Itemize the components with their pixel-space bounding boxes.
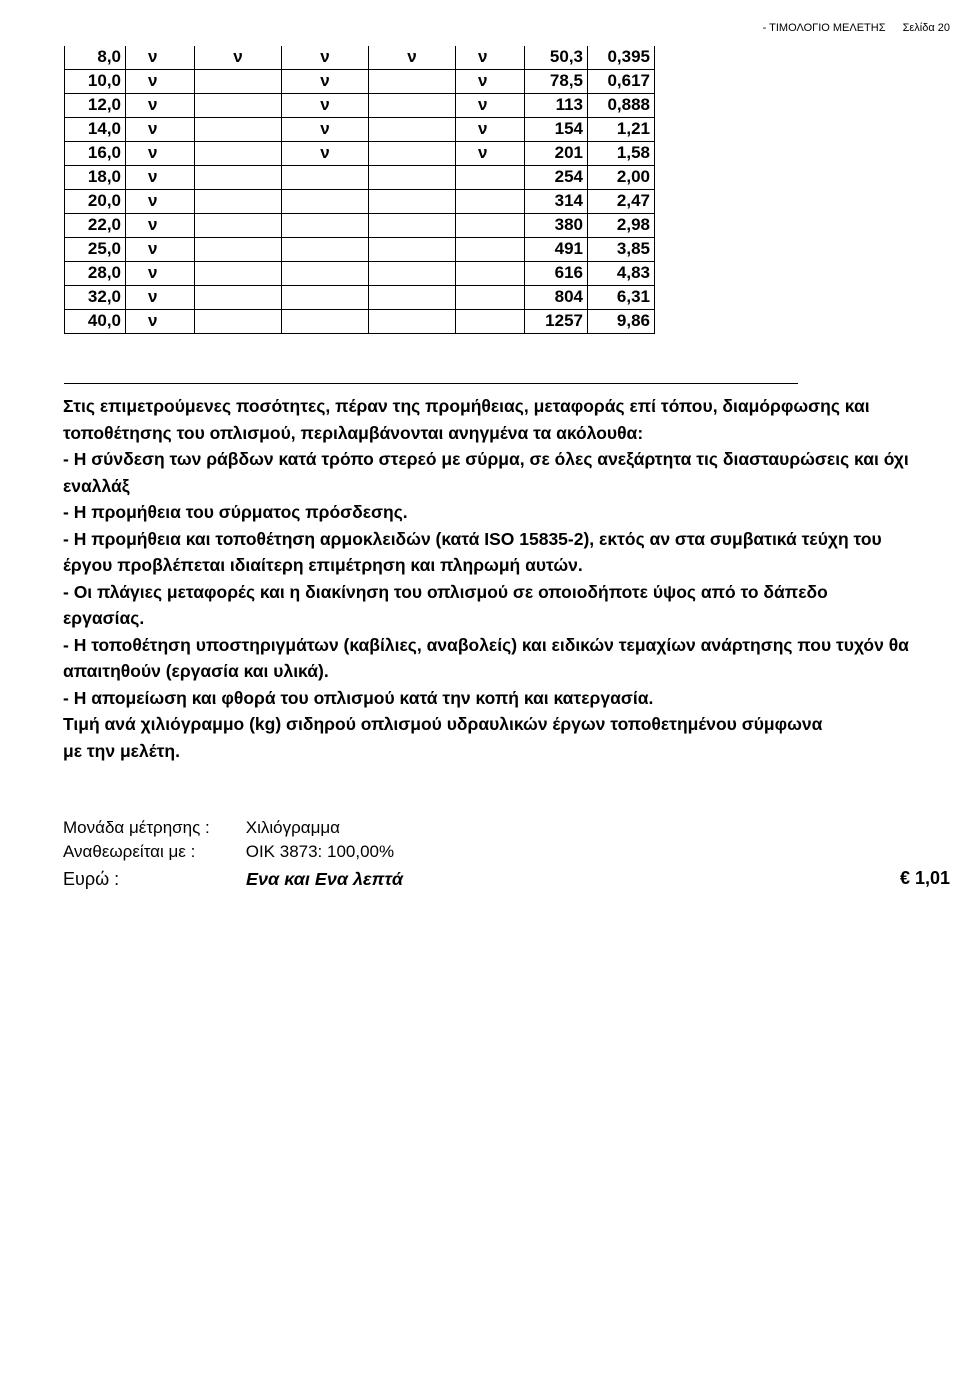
area-cell: 804 (525, 286, 588, 310)
mark-cell (195, 310, 282, 334)
weight-cell: 3,85 (588, 238, 655, 262)
table-row (65, 286, 655, 310)
revision-value: ΟΙΚ 3873: 100,00% (245, 842, 395, 861)
page-header (763, 22, 950, 34)
mark-cell: ν (282, 142, 369, 166)
weight-cell: 0,617 (588, 70, 655, 94)
description-paragraph: - Η τοποθέτηση υποστηριγμάτων (καβίλιες, αναβολείς) και ειδικών τεμαχίων ανάρτησης που τυχόν θα απαιτηθούν (εργασία και υλικά). (63, 634, 909, 681)
mark-cell (195, 166, 282, 190)
area-cell: 50,3 (525, 46, 588, 70)
mark-cell: ν (126, 70, 195, 94)
revision-row (63, 842, 394, 862)
mark-cell (282, 214, 369, 238)
area-cell: 616 (525, 262, 588, 286)
weight-cell: 9,86 (588, 310, 655, 334)
mark-cell: ν (282, 94, 369, 118)
item-description (63, 393, 913, 764)
mark-cell (369, 142, 456, 166)
mark-cell (456, 238, 525, 262)
mark-cell (369, 94, 456, 118)
mark-cell: ν (126, 94, 195, 118)
mark-cell (456, 214, 525, 238)
mark-cell (369, 166, 456, 190)
mark-cell: ν (126, 214, 195, 238)
mark-cell: ν (456, 142, 525, 166)
revision-label: Αναθεωρείται με : (63, 842, 196, 861)
description-paragraph: - Οι πλάγιες μεταφορές και η διακίνηση του οπλισμού σε οποιοδήποτε ύψος από το δάπεδο εργασίας. (63, 581, 828, 628)
area-cell: 491 (525, 238, 588, 262)
price-amount: € 1,01 (899, 868, 950, 888)
area-cell: 154 (525, 118, 588, 142)
weight-cell: 2,98 (588, 214, 655, 238)
description-paragraph: - Η προμήθεια του σύρματος πρόσδεσης. (63, 502, 408, 522)
page-number: Σελίδα 20 (902, 22, 950, 34)
table-row (65, 94, 655, 118)
weight-cell: 1,21 (588, 118, 655, 142)
weight-cell: 2,47 (588, 190, 655, 214)
diameter-cell: 10,0 (65, 70, 126, 94)
weight-cell: 6,31 (588, 286, 655, 310)
mark-cell (369, 70, 456, 94)
table-row (65, 310, 655, 334)
weight-cell: 1,58 (588, 142, 655, 166)
table-row (65, 142, 655, 166)
mark-cell: ν (126, 142, 195, 166)
description-paragraph: - Η απομείωση και φθορά του οπλισμού κατά την κοπή και κατεργασία. (63, 687, 654, 708)
diameter-cell: 22,0 (65, 214, 126, 238)
mark-cell (369, 262, 456, 286)
diameter-cell: 32,0 (65, 286, 126, 310)
mark-cell (456, 262, 525, 286)
price-label: Ευρώ : (63, 869, 120, 889)
price-row (63, 869, 403, 890)
mark-cell: ν (126, 190, 195, 214)
mark-cell (456, 286, 525, 310)
mark-cell: ν (126, 46, 195, 70)
mark-cell (369, 310, 456, 334)
mark-cell (369, 286, 456, 310)
mark-cell: ν (369, 46, 456, 70)
mark-cell (195, 94, 282, 118)
mark-cell (282, 286, 369, 310)
mark-cell (369, 118, 456, 142)
table-row (65, 46, 655, 70)
table-row (65, 214, 655, 238)
weight-cell: 0,395 (588, 46, 655, 70)
mark-cell (195, 214, 282, 238)
weight-cell: 4,83 (588, 262, 655, 286)
diameter-cell: 20,0 (65, 190, 126, 214)
rebar-table (64, 46, 655, 334)
description-paragraph: Στις επιμετρούμενες ποσότητες, πέραν της προμήθειας, μεταφοράς επί τόπου, διαμόρφωσης και τοποθέτησης του οπλισμού, περιλαμβάνονται ανηγμένα τα ακόλουθα: (63, 396, 870, 443)
mark-cell (195, 286, 282, 310)
area-cell: 78,5 (525, 70, 588, 94)
mark-cell: ν (282, 118, 369, 142)
area-cell: 1257 (525, 310, 588, 334)
mark-cell: ν (126, 166, 195, 190)
area-cell: 201 (525, 142, 588, 166)
mark-cell (456, 166, 525, 190)
area-cell: 314 (525, 190, 588, 214)
diameter-cell: 28,0 (65, 262, 126, 286)
mark-cell (282, 190, 369, 214)
description-paragraph: - Η σύνδεση των ράβδων κατά τρόπο στερεό με σύρμα, σε όλες ανεξάρτητα τις διασταυρώσεις και όχι εναλλάξ (63, 449, 909, 496)
mark-cell (282, 262, 369, 286)
diameter-cell: 14,0 (65, 118, 126, 142)
mark-cell (282, 166, 369, 190)
table-row (65, 70, 655, 94)
diameter-cell: 8,0 (65, 46, 126, 70)
description-paragraph: - Η προμήθεια και τοποθέτηση αρμοκλειδών (κατά ISO 15835-2), εκτός αν στα συμβατικά τεύχη του έργου προβλέπεται ιδιαίτερη επιμέτρηση και πληρωμή αυτών. (63, 528, 882, 575)
diameter-cell: 16,0 (65, 142, 126, 166)
table-row (65, 166, 655, 190)
unit-row (63, 818, 340, 838)
mark-cell: ν (126, 286, 195, 310)
mark-cell: ν (195, 46, 282, 70)
price-in-words: Ενα και Ενα λεπτά (246, 869, 403, 889)
mark-cell (456, 190, 525, 214)
unit-value: Χιλιόγραμμα (245, 818, 340, 837)
area-cell: 113 (525, 94, 588, 118)
description-paragraph: Τιμή ανά χιλιόγραμμο (kg) σιδηρού οπλισμού υδραυλικών έργων τοποθετημένου σύμφωνα (63, 714, 823, 734)
mark-cell (369, 190, 456, 214)
separator-line (64, 383, 798, 384)
unit-label: Μονάδα μέτρησης : (63, 818, 210, 837)
table-row (65, 118, 655, 142)
mark-cell (195, 70, 282, 94)
mark-cell: ν (456, 70, 525, 94)
mark-cell (195, 238, 282, 262)
document-title: - ΤΙΜΟΛΟΓΙΟ ΜΕΛΕΤΗΣ (762, 22, 886, 34)
mark-cell (369, 214, 456, 238)
description-paragraph: με την μελέτη. (63, 740, 180, 761)
mark-cell (456, 310, 525, 334)
table-row (65, 190, 655, 214)
mark-cell: ν (456, 94, 525, 118)
mark-cell: ν (456, 118, 525, 142)
weight-cell: 2,00 (588, 166, 655, 190)
mark-cell: ν (126, 238, 195, 262)
mark-cell (282, 310, 369, 334)
weight-cell: 0,888 (588, 94, 655, 118)
mark-cell: ν (456, 46, 525, 70)
diameter-cell: 40,0 (65, 310, 126, 334)
table-row (65, 238, 655, 262)
mark-cell: ν (282, 46, 369, 70)
mark-cell: ν (126, 310, 195, 334)
diameter-cell: 12,0 (65, 94, 126, 118)
area-cell: 254 (525, 166, 588, 190)
table-row (65, 262, 655, 286)
diameter-cell: 18,0 (65, 166, 126, 190)
mark-cell (195, 142, 282, 166)
area-cell: 380 (525, 214, 588, 238)
mark-cell: ν (126, 118, 195, 142)
diameter-cell: 25,0 (65, 238, 126, 262)
mark-cell (195, 262, 282, 286)
mark-cell: ν (282, 70, 369, 94)
mark-cell (195, 118, 282, 142)
mark-cell (369, 238, 456, 262)
mark-cell: ν (126, 262, 195, 286)
mark-cell (282, 238, 369, 262)
mark-cell (195, 190, 282, 214)
